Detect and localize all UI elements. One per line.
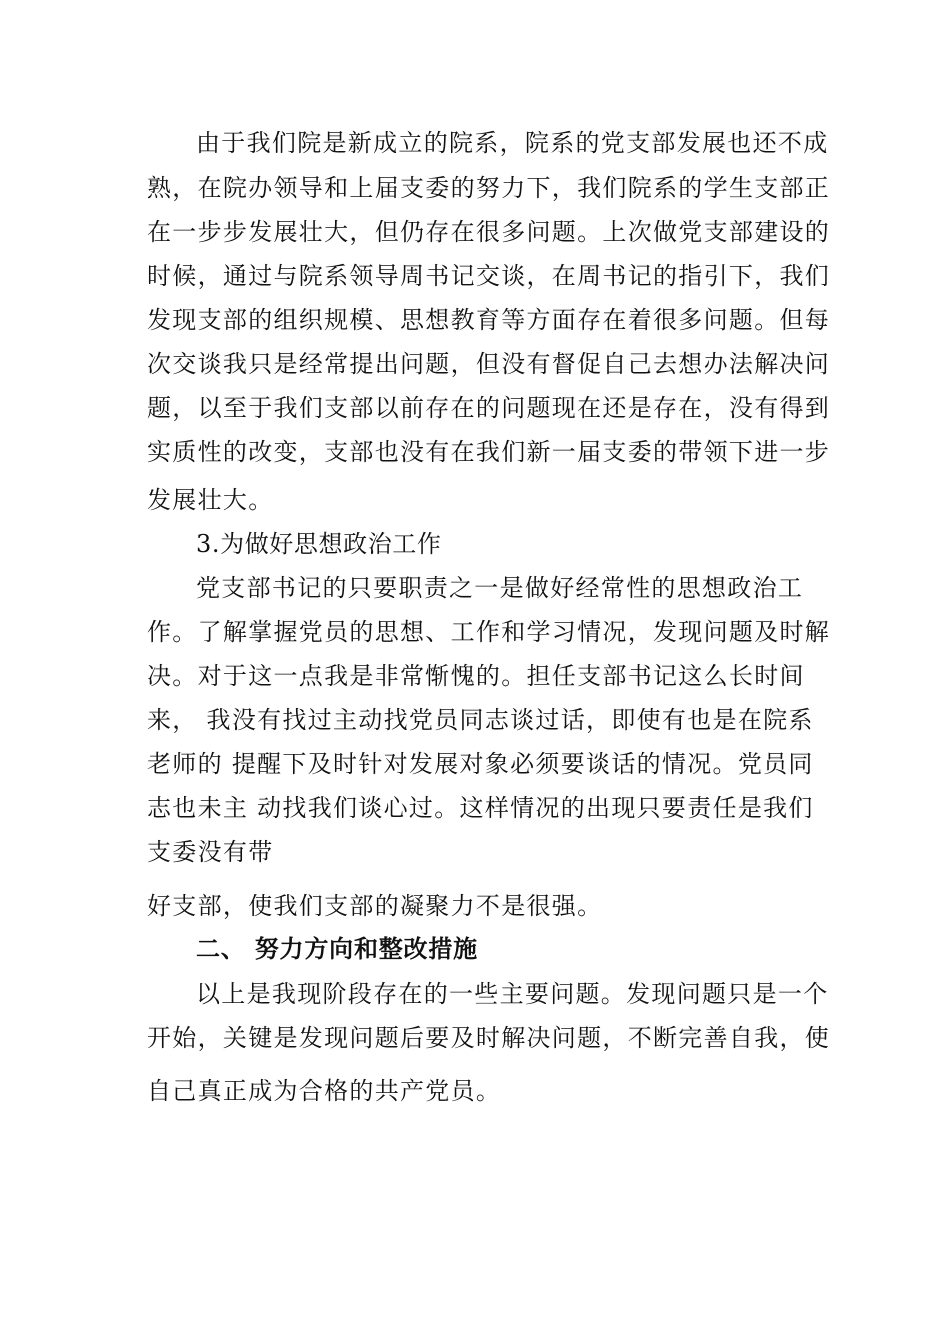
paragraph-1-line-4: 时候，通过与院系领导周书记交谈，在周书记的指引下，我们 [147,262,831,290]
paragraph-2-line-3: 决。对于这一点我是非常惭愧的。担任支部书记这么长时间 [147,662,805,690]
paragraph-3-line-3: 自己真正成为合格的共产党员。 [147,1077,502,1105]
paragraph-2-line-5: 老师的 提醒下及时针对发展对象必须要谈话的情况。党员同 [147,750,814,778]
paragraph-1-line-6: 次交谈我只是经常提出问题，但没有督促自己去想办法解决问 [147,350,831,378]
paragraph-1-line-9: 发展壮大。 [147,486,274,514]
paragraph-2-line-2: 作。了解掌握党员的思想、工作和学习情况，发现问题及时解 [147,618,831,646]
paragraph-2-line-7: 支委没有带 [147,838,274,866]
paragraph-2-line-4: 来， 我没有找过主动找党员同志谈过话，即使有也是在院系 [147,706,814,734]
paragraph-2-line-6: 志也未主 动找我们谈心过。这样情况的出现只要责任是我们 [147,794,814,822]
paragraph-1-line-5: 发现支部的组织规模、思想教育等方面存在着很多问题。但每 [147,306,831,334]
paragraph-3-line-2: 开始，关键是发现问题后要及时解决问题，不断完善自我，使 [147,1024,831,1052]
subheading-3: 3.为做好思想政治工作 [196,530,442,558]
paragraph-1-line-1: 由于我们院是新成立的院系，院系的党支部发展也还不成 [196,129,829,157]
paragraph-2-line-8: 好支部，使我们支部的凝聚力不是很强。 [147,892,603,920]
section-2-heading: 二、 努力方向和整改措施 [196,935,478,963]
paragraph-3-line-1: 以上是我现阶段存在的一些主要问题。发现问题只是一个 [196,980,829,1008]
paragraph-1-line-7: 题，以至于我们支部以前存在的问题现在还是存在，没有得到 [147,394,831,422]
paragraph-1-line-3: 在一步步发展壮大，但仍存在很多问题。上次做党支部建设的 [147,218,831,246]
paragraph-2-line-1: 党支部书记的只要职责之一是做好经常性的思想政治工 [196,574,804,602]
paragraph-1-line-8: 实质性的改变，支部也没有在我们新一届支委的带领下进一步 [147,438,831,466]
paragraph-1-line-2: 熟，在院办领导和上届支委的努力下，我们院系的学生支部正 [147,174,831,202]
